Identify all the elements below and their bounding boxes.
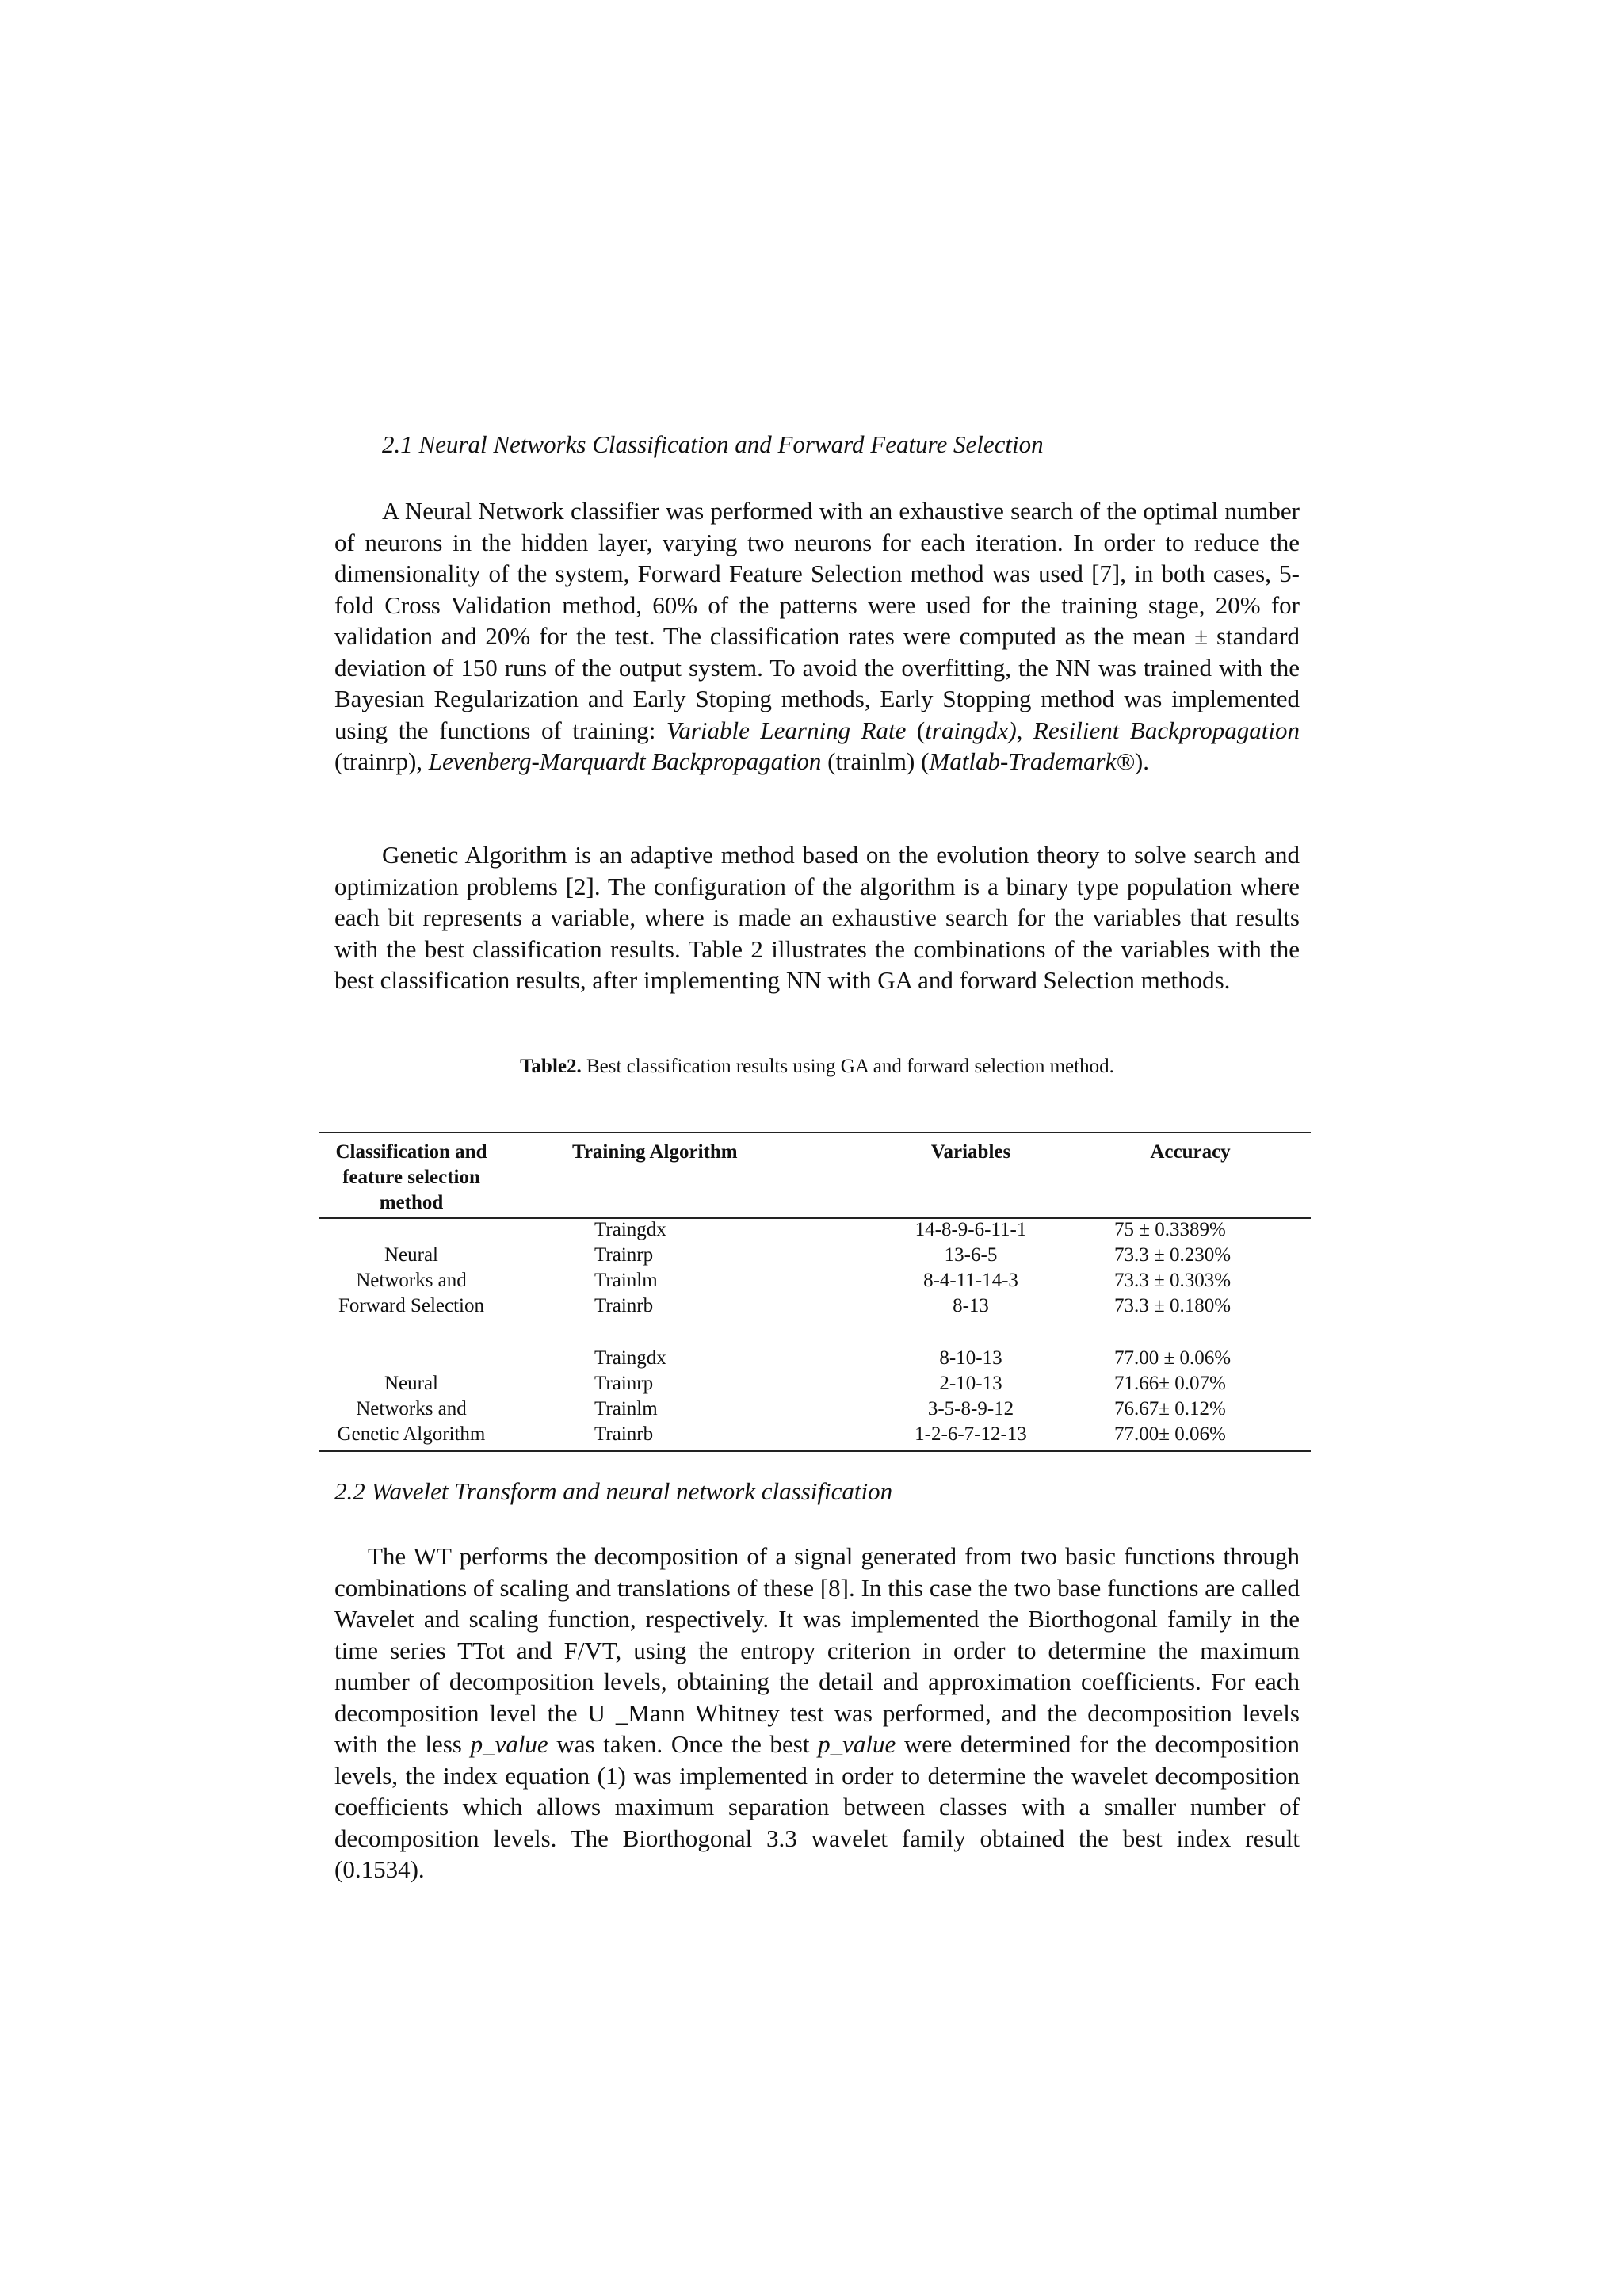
cell-variables: 8-13 [953,1295,989,1316]
group-label-line: Networks and [356,1270,467,1291]
para-italic-run: Resilient Backpropagation [1033,716,1300,744]
header-method-line: method [379,1192,444,1213]
cell-variables: 14-8-9-6-11-1 [915,1219,1027,1240]
section-heading: 2.1 Neural Networks Classification and Forward Feature Selection [382,430,1044,458]
cell-variables: 8-10-13 [939,1347,1002,1369]
group-label-genetic-algorithm [319,1371,504,1447]
section-2-1 [334,429,1300,460]
group-label-line: Neural [384,1244,439,1266]
group-label-forward-selection [319,1243,504,1319]
cell-algorithm: Trainlm [594,1398,658,1419]
para-italic-run: traingdx) [925,716,1017,744]
table-caption-label: Table2. [520,1056,582,1077]
cell-algorithm: Traingdx [594,1347,666,1369]
cell-variables: 2-10-13 [939,1373,1002,1394]
cell-accuracy: 77.00 ± 0.06% [1114,1347,1232,1369]
para-italic-run: Levenberg-Marquardt Backpropagation [428,747,822,775]
cell-variables: 13-6-5 [944,1244,998,1266]
para-text-run: was taken. Once the best [548,1730,819,1758]
cell-accuracy: 77.00± 0.06% [1114,1423,1226,1445]
para-text-run: The WT performs the decomposition of a signal generated from two basic functions through combinations of scaling and translations of these [8]. In this case the two base functions are called Wavelet and scaling function, respectively. It was implemented the Biorthogonal family in the time series TTot and F/VT, using the entropy criterion in order to determine the maximum number of decomposition levels, obtaining the detail and approximation coefficients. For each decomposition level the U _Mann Whitney test was performed, and the decomposition levels with the less [334,1542,1300,1758]
cell-algorithm: Trainrb [594,1423,654,1445]
para-italic-run: Matlab-Trademark® [929,747,1135,775]
paragraph-text [334,495,1300,777]
cell-algorithm: Trainlm [594,1270,658,1291]
para-italic-run: p_value [818,1730,896,1758]
cell-accuracy: 73.3 ± 0.303% [1114,1270,1232,1291]
section-heading: 2.2 Wavelet Transform and neural network classification [334,1477,893,1505]
cell-accuracy: 73.3 ± 0.180% [1114,1295,1232,1316]
header-variables: Variables [930,1141,1011,1163]
cell-variables: 3-5-8-9-12 [927,1398,1014,1419]
header-training-algorithm: Training Algorithm [572,1141,738,1163]
group-label-line: Forward Selection [338,1295,484,1316]
table-caption-text: Best classification results using GA and forward selection method. [581,1056,1114,1077]
table-top-rule [319,1132,1311,1133]
para-italic-run: p_value [470,1730,548,1758]
header-method-line: feature selection [342,1167,480,1188]
table-bottom-rule [319,1450,1311,1452]
group-label-line: Genetic Algorithm [337,1423,486,1445]
para-italic-run: Variable Learning Rate [666,716,907,744]
table-caption [334,1054,1300,1079]
cell-algorithm: Trainrp [594,1244,654,1266]
cell-algorithm: Trainrp [594,1373,654,1394]
header-accuracy: Accuracy [1150,1141,1231,1163]
para-text-run: A Neural Network classifier was performed with an exhaustive search of the optimal number of neurons in the hidden layer, varying two neurons for each iteration. In order to reduce the dimensionality of the system, Forward Feature Selection method was used [7], in both cases, 5-fold Cross Validation method, 60% of the patterns were used for the training stage, 20% for validation and 20% for the test. The classification rates were computed as the mean ± standard deviation of 150 runs of the output system. To avoid the overfitting, the NN was trained with the Bayesian Regularization and Early Stoping methods, Early Stopping method was implemented using the functions of training: [334,497,1300,744]
group-label-line: Neural [384,1373,439,1394]
header-method-line: Classification and [335,1141,487,1163]
cell-accuracy: 75 ± 0.3389% [1114,1219,1226,1240]
section-2-2 [334,1476,1300,1507]
cell-variables: 1-2-6-7-12-13 [915,1423,1027,1445]
cell-algorithm: Traingdx [594,1219,666,1240]
para-text-run: (trainlm) ( [821,747,930,775]
para-text-run: ( [906,716,926,744]
cell-accuracy: 71.66± 0.07% [1114,1373,1226,1394]
group-label-line: Networks and [356,1398,467,1419]
paragraph-genetic-algorithm [334,839,1300,996]
para-text-run: ). [1134,747,1149,775]
header-method [319,1140,504,1216]
para-text-run: (trainrp), [334,747,429,775]
para-text-run: , [1016,716,1033,744]
cell-algorithm: Trainrb [594,1295,654,1316]
paragraph-text: Genetic Algorithm is an adaptive method based on the evolution theory to solve search and optimization problems [2]. The configuration of the algorithm is a binary type population where each bit represents a variable, where is made an exhaustive search for the variables that results with the best classification results. Table 2 illustrates the combinations of the variables with the best classification results, after implementing NN with GA and forward Selection methods. [334,841,1300,994]
cell-variables: 8-4-11-14-3 [923,1270,1018,1291]
paragraph-text [334,1541,1300,1885]
para-text-run: were determined for the decomposition levels, the index equation (1) was implemented in order to determine the wavelet decomposition coefficients which allows maximum separation between classes with a smaller number of decomposition levels. The Biorthogonal 3.3 wavelet family obtained the best index result (0.1534). [334,1730,1300,1883]
paragraph-nn-classifier [334,495,1300,777]
paragraph-wavelet [334,1541,1300,1885]
cell-accuracy: 73.3 ± 0.230% [1114,1244,1232,1266]
cell-accuracy: 76.67± 0.12% [1114,1398,1226,1419]
